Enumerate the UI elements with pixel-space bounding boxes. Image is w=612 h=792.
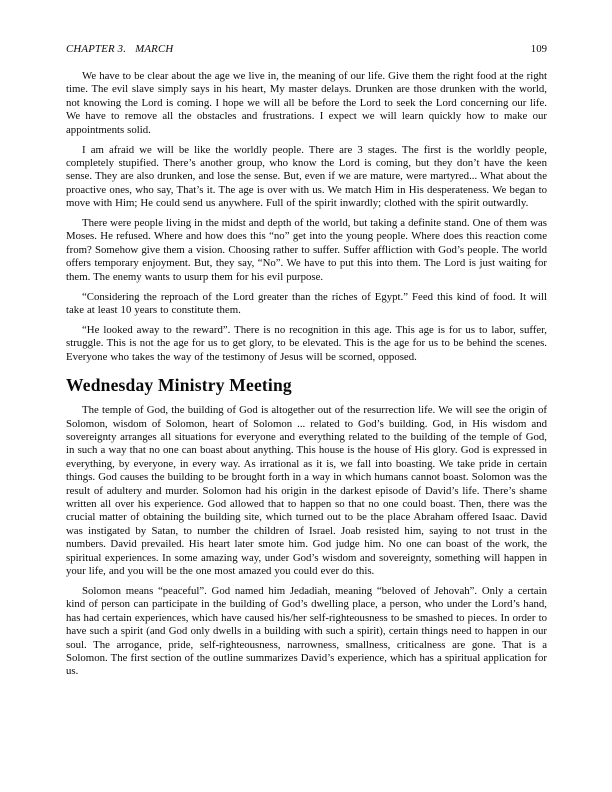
page-body bbox=[66, 70, 547, 685]
paragraph: The temple of God, the building of God is altogether out of the resurrection life. We will see the origin of Solomon, wisdom of Solomon, heart of Solomon ... related to God’s building. God, in His wisdom and sovereignty arranges all situations for everyone and everything related to the building of the temple of God, in such a way that no one can boast about anything. This house is the house of His glory. God is expressed in everything, by everyone, in every way. As irrational as it is, we fall into boasting. We take pride in certain things. God causes the building to be brought forth in a way in which humans cannot boast. Solomon was the result of adultery and murder. Solomon had his origin in the darkest episode of David’s life. There’s shame written all over his experience. God allowed that to happen so that no one could boast. Then, there was the crucial matter of obtaining the building site, which turned out to be the place Abraham offered Isaac. David was instigated by Satan, to number the children of Israel. Joab resisted him, saying to not trust in the numbers. David prevailed. His heart later smote him. God judge him. No one can boast of the work, the spiritual experiences. In some amazing way, under God’s wisdom and sovereignty, something will happen in your life, and you will be the one most amazed you could ever do this. bbox=[66, 404, 547, 577]
paragraph: “He looked away to the reward”. There is no recognition in this age. This age is for us to labor, suffer, struggle. This is not the age for us to get glory, to be elevated. This is the age for us to be behind the scenes. Everyone who takes the way of the testimony of Jesus will be scorned, opposed. bbox=[66, 323, 547, 363]
chapter-number: CHAPTER 3. bbox=[66, 43, 127, 55]
paragraph: We have to be clear about the age we live in, the meaning of our life. Give them the right food at the right time. The evil slave simply says in his heart, My master delays. Drunken are those drunken with the world, not knowing the Lord is coming. I hope we will all be before the Lord to seek the Lord concerning our life. We have to remove all the obstacles and frustrations. I expect we will learn quickly how to make our appointments solid. bbox=[66, 70, 547, 136]
paragraph: I am afraid we will be like the worldly people. There are 3 stages. The first is the worldly people, completely stupified. There’s another group, who know the Lord is coming, but they don’t have the keen sense. They are also drunken, and lose the sense. But, even if we are mature, were martyred... What about the proactive ones, who say, That’s it. The age is over with us. We match Him in His desperateness. We began to move with Him; He could send us anywhere. Full of the spirit inwardly; clothed with the spirit outwardly. bbox=[66, 143, 547, 210]
running-header bbox=[66, 43, 547, 55]
paragraph: “Considering the reproach of the Lord greater than the riches of Egypt.” Feed this kind of food. It will take at least 10 years to constitute them. bbox=[66, 290, 547, 316]
page-number: 109 bbox=[530, 43, 547, 55]
paragraph: Solomon means “peaceful”. God named him Jedadiah, meaning “beloved of Jehovah”. Only a certain kind of person can participate in the building of God’s dwelling place, a person, who under the Lord’s hand, has had certain experiences, which have caused his/her self-righteousness to be smashed to pieces. In order to have such a spirit (and God only dwells in a building with such a spirit), certain things need to happen in our soul. The arrogance, pride, self-righteousness, narrowness, smallness, criticalness are gone. That is a Solomon. The first section of the outline summarizes David’s experience, which has a spiritual application for us. bbox=[66, 584, 547, 678]
chapter-title: MARCH bbox=[135, 43, 174, 55]
chapter-header bbox=[66, 43, 173, 55]
paragraph: There were people living in the midst and depth of the world, but taking a definite stand. One of them was Moses. He refused. Where and how does this “no” get into the young people. Where does this reaction come from? Somehow give them a vision. Choosing rather to suffer. Suffer affliction with God’s people. The world offers temporary enjoyment. But, they say, “No”. We have to put this into them. The Lord is just waiting for them. The enemy wants to usurp them for his evil purpose. bbox=[66, 217, 547, 283]
section-heading: Wednesday Ministry Meeting bbox=[66, 375, 292, 396]
